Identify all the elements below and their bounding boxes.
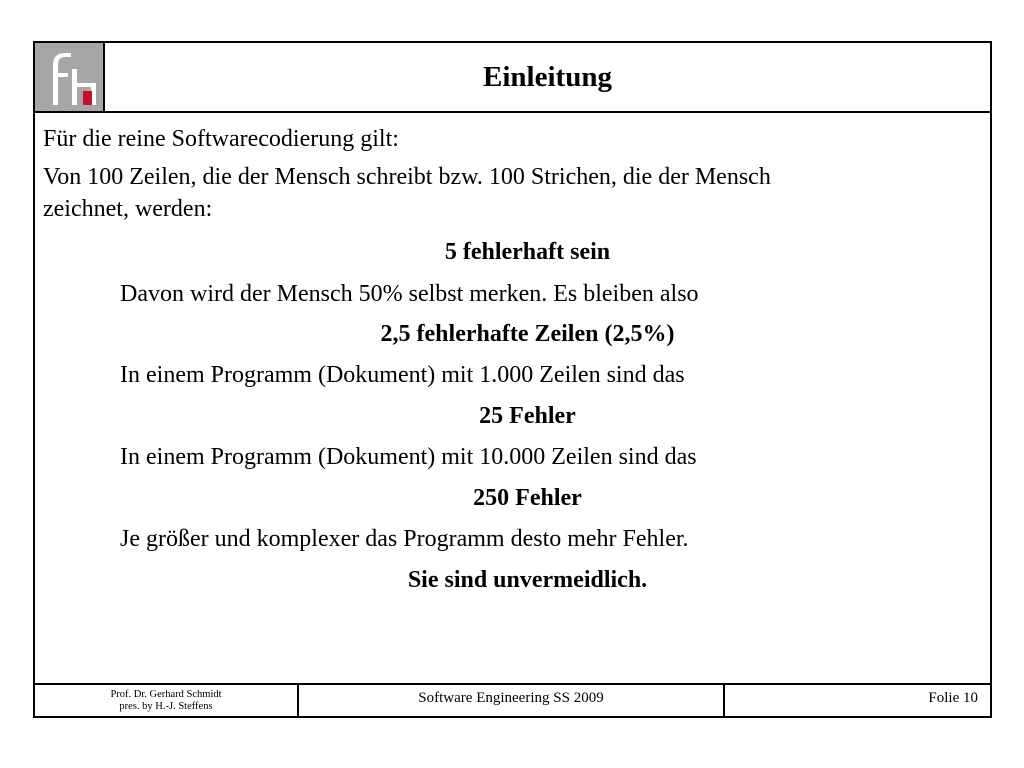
fh-logo — [35, 43, 105, 111]
footer-author-name: Prof. Dr. Gerhard Schmidt — [110, 689, 222, 700]
footer-course: Software Engineering SS 2009 — [299, 685, 725, 716]
slide-header — [35, 43, 990, 113]
fh-logo-icon — [35, 43, 103, 111]
result-250-errors: 250 Fehler — [473, 485, 582, 511]
intro-text: Für die reine Softwarecodierung gilt: — [43, 126, 399, 152]
result-remaining-faulty: 2,5 fehlerhafte Zeilen (2,5%) — [380, 321, 675, 347]
slide-title: Einleitung — [483, 60, 612, 93]
footer-slide-number: Folie 10 — [928, 690, 978, 706]
slide-footer — [35, 683, 990, 716]
text-self-detection: Davon wird der Mensch 50% selbst merken. Es bleiben also — [120, 281, 699, 307]
result-25-errors: 25 Fehler — [479, 403, 576, 429]
result-faulty-lines: 5 fehlerhaft sein — [444, 239, 611, 265]
text-complexity: Je größer und komplexer das Programm desto mehr Fehler. — [120, 526, 689, 552]
statement-line-2: zeichnet, werden: — [43, 196, 213, 222]
result-unavoidable: Sie sind unvermeidlich. — [407, 567, 648, 593]
slide-frame — [33, 41, 992, 718]
slide-content — [35, 113, 990, 683]
text-1000-lines: In einem Programm (Dokument) mit 1.000 Zeilen sind das — [120, 362, 685, 388]
text-10000-lines: In einem Programm (Dokument) mit 10.000 Zeilen sind das — [120, 444, 697, 470]
statement-line-1: Von 100 Zeilen, die der Mensch schreibt bzw. 100 Strichen, die der Mensch — [43, 164, 771, 190]
footer-author — [35, 685, 299, 716]
footer-presenter: pres. by H.-J. Steffens — [119, 701, 213, 712]
